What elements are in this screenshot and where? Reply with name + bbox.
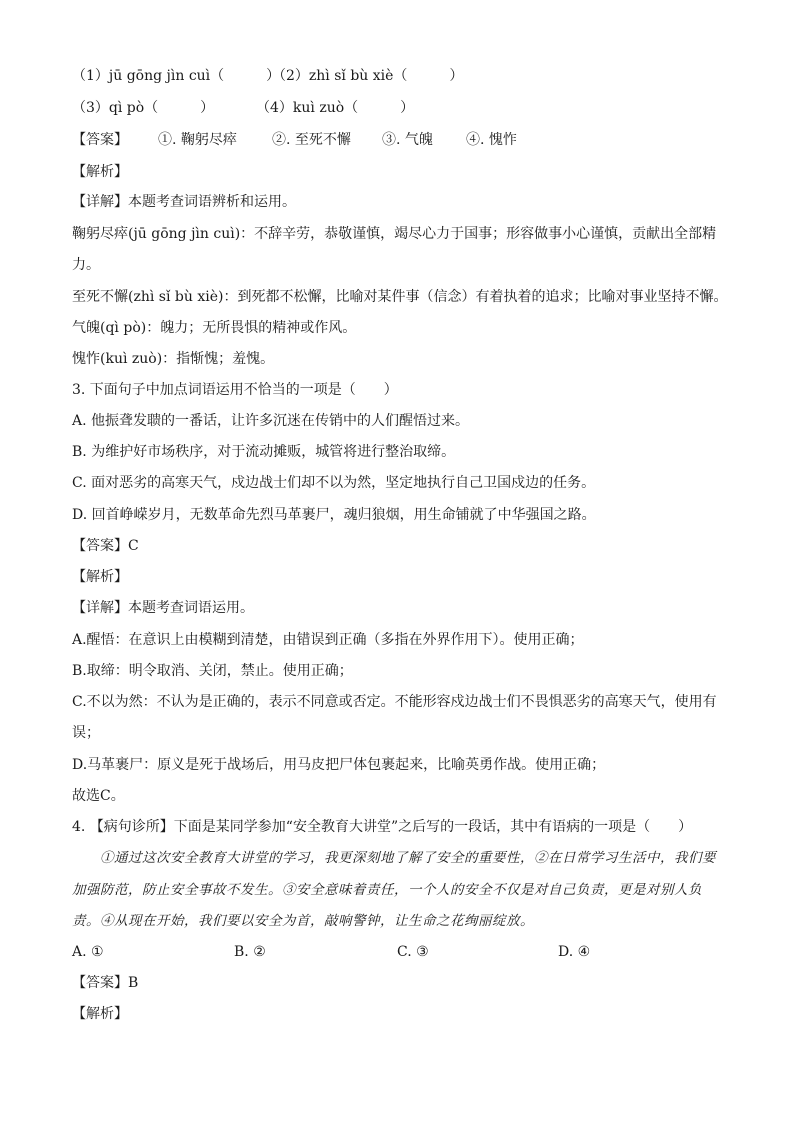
q2-answer-2: ②. 至死不懈 <box>272 132 351 148</box>
analysis-tag: 【解析】 <box>72 569 128 585</box>
explanation-line: 误； <box>72 725 100 741</box>
question-4-passage-line: 责。④从现在开始，我们要以安全为首，敲响警钟，让生命之花绚丽绽放。 <box>72 913 534 929</box>
question-4-option-c: C. ③ <box>397 944 429 960</box>
question-4-stem: 4. 【病句诊所】下面是某同学参加“安全教育大讲堂”之后写的一段话，其中有语病的一项是（ ） <box>72 819 693 835</box>
q2-answer-1: ①. 鞠躬尽瘁 <box>158 132 237 148</box>
question-3-stem: 3. 下面句子中加点词语运用不恰当的一项是（ ） <box>72 382 398 398</box>
detail-line: 【详解】本题考查词语辨析和运用。 <box>72 194 296 210</box>
q2-answer-4: ④. 愧怍 <box>466 132 517 148</box>
question-4-passage-line: ①通过这次安全教育大讲堂的学习，我更深刻地了解了安全的重要性，②在日常学习生活中，我们要 <box>100 850 716 866</box>
explanation-line: 力。 <box>72 257 100 273</box>
q2-item-2: （2）zhì sǐ bù xiè（ ） <box>272 68 464 84</box>
q2-answer-3: ③. 气魄 <box>382 132 433 148</box>
question-4-passage-line: 加强防范，防止安全事故不发生。③安全意味着责任，一个人的安全不仅是对自己负责，更是对别人负 <box>72 882 702 898</box>
question-3-answer: 【答案】C <box>72 538 139 554</box>
question-4-option-d: D. ④ <box>558 944 591 960</box>
explanation-line: 至死不懈(zhì sǐ bù xiè)：到死都不松懈，比喻对某件事（信念）有着执着的追求；比喻对事业坚持不懈。 <box>72 289 728 305</box>
explanation-line: 鞠躬尽瘁(jū gōng jìn cuì)：不辞辛劳，恭敬谨慎，竭尽心力于国事；形容做事小心谨慎，贡献出全部精 <box>72 226 717 242</box>
q2-answer-row <box>72 131 722 149</box>
question-4-answer: 【答案】B <box>72 975 139 991</box>
question-4-option-a: A. ① <box>72 944 104 960</box>
explanation-line: 愧怍(kuì zuò)：指惭愧；羞愧。 <box>72 351 275 367</box>
analysis-tag: 【解析】 <box>72 1006 128 1022</box>
q2-item-1: （1）jū gōng jìn cuì（ ） <box>72 68 281 84</box>
question-3-option-c: C. 面对恶劣的高寒天气，戍边战士们却不以为然，坚定地执行自己卫国戍边的任务。 <box>72 475 596 491</box>
q2-item-3: （3）qì pò（ ） <box>72 100 215 116</box>
analysis-tag: 【解析】 <box>72 164 128 180</box>
q2-items-row-1 <box>72 67 722 85</box>
answer-tag: 【答案】 <box>72 132 128 148</box>
q2-items-row-2 <box>72 99 722 117</box>
explanation-line: C.不以为然：不认为是正确的，表示不同意或否定。不能形容戍边战士们不畏惧恶劣的高寒天气，使用有 <box>72 694 717 710</box>
explanation-line: 气魄(qì pò)：魄力；无所畏惧的精神或作风。 <box>72 320 357 336</box>
explanation-line: A.醒悟：在意识上由模糊到清楚，由错误到正确（多指在外界作用下）。使用正确； <box>72 632 584 648</box>
question-3-option-d: D. 回首峥嵘岁月，无数革命先烈马革裹尸，魂归狼烟，用生命铺就了中华强国之路。 <box>72 507 596 523</box>
detail-line: 【详解】本题考查词语运用。 <box>72 600 254 616</box>
q2-item-4: （4）kuì zuò（ ） <box>256 100 415 116</box>
question-3-option-a: A. 他振聋发聩的一番话，让许多沉迷在传销中的人们醒悟过来。 <box>72 413 470 429</box>
question-4-option-b: B. ② <box>234 944 266 960</box>
conclusion-line: 故选C。 <box>72 788 125 804</box>
explanation-line: D.马革裹尸：原义是死于战场后，用马皮把尸体包裹起来，比喻英勇作战。使用正确； <box>72 757 606 773</box>
explanation-line: B.取缔：明令取消、关闭，禁止。使用正确； <box>72 663 353 679</box>
question-4-options <box>72 943 722 961</box>
question-3-option-b: B. 为维护好市场秩序，对于流动摊贩，城管将进行整治取缔。 <box>72 444 456 460</box>
